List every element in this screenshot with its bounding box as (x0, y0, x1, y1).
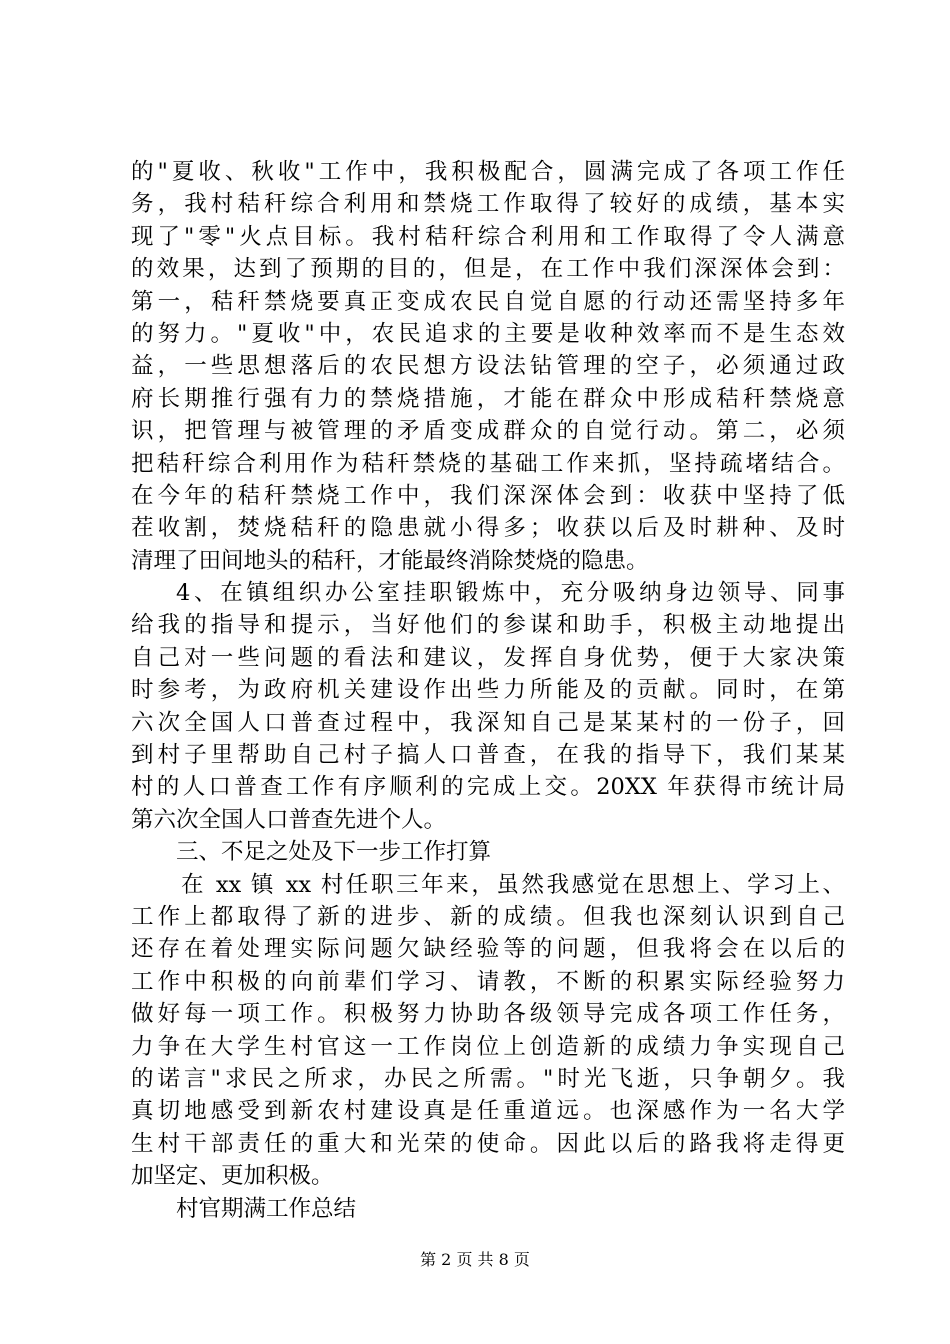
text-line: 4、在镇组织办公室挂职锻炼中，充分吸纳身边领导、同事 (176, 580, 845, 607)
text-line: 茬收割，焚烧秸秆的隐患就小得多；收获以后及时耕种、及时 (131, 515, 845, 542)
text-line: 把秸秆综合利用作为秸秆禁烧的基础工作来抓，坚持疏堵结合。 (131, 450, 845, 477)
text-line: 的效果，达到了预期的目的，但是，在工作中我们深深体会到： (131, 256, 845, 283)
text-line: 的努力。"夏收"中，农民追求的主要是收种效率而不是生态效 (131, 320, 845, 347)
text-line: 的"夏收、秋收"工作中，我积极配合，圆满完成了各项工作任 (131, 159, 845, 185)
text-line: 真切地感受到新农村建设真是任重道远。也深感作为一名大学 (131, 1098, 845, 1125)
text-line: 加坚定、更加积极。 (131, 1163, 334, 1190)
text-line: 工作中积极的向前辈们学习、请教，不断的积累实际经验努力 (131, 968, 845, 995)
document-body (131, 156, 845, 1225)
text-line: 给我的指导和提示，当好他们的参谋和助手，积极主动地提出 (131, 612, 845, 639)
text-line: 村官期满工作总结 (176, 1195, 357, 1222)
text-line: 做好每一项工作。积极努力协助各级领导完成各项工作任务， (131, 1001, 845, 1028)
text-line: 在今年的秸秆禁烧工作中，我们深深体会到：收获中坚持了低 (131, 482, 845, 509)
text-line: 府长期推行强有力的禁烧措施，才能在群众中形成秸秆禁烧意 (131, 385, 845, 412)
text-line: 到村子里帮助自己村子搞人口普查，在我的指导下，我们某某 (131, 742, 845, 769)
text-line: 在 xx 镇 xx 村任职三年来，虽然我感觉在思想上、学习上、 (181, 871, 845, 898)
text-line: 时参考，为政府机关建设作出些力所能及的贡献。同时，在第 (131, 677, 845, 704)
text-line: 识，把管理与被管理的矛盾变成群众的自觉行动。第二，必须 (131, 418, 845, 445)
text-line: 力争在大学生村官这一工作岗位上创造新的成绩力争实现自己 (131, 1033, 845, 1060)
text-line: 还存在着处理实际问题欠缺经验等的问题，但我将会在以后的 (131, 936, 845, 963)
text-line: 益，一些思想落后的农民想方设法钻管理的空子，必须通过政 (131, 353, 845, 380)
text-line: 第六次全国人口普查先进个人。 (131, 806, 447, 833)
text-line: 务，我村秸秆综合利用和禁烧工作取得了较好的成绩，基本实 (131, 191, 845, 218)
text-line: 现了"零"火点目标。我村秸秆综合利用和工作取得了令人满意 (131, 223, 845, 250)
text-line: 工作上都取得了新的进步、新的成绩。但我也深刻认识到自己 (131, 903, 845, 930)
text-line: 六次全国人口普查过程中，我深知自己是某某村的一份子，回 (131, 709, 845, 736)
text-line: 的诺言"求民之所求，办民之所需。"时光飞逝，只争朝夕。我 (131, 1065, 845, 1092)
text-line: 自己对一些问题的看法和建议，发挥自身优势，便于大家决策 (131, 644, 845, 671)
text-line: 生村干部责任的重大和光荣的使命。因此以后的路我将走得更 (131, 1130, 845, 1157)
text-line: 三、不足之处及下一步工作打算 (176, 839, 492, 866)
text-line: 清理了田间地头的秸秆，才能最终消除焚烧的隐患。 (131, 547, 649, 574)
text-line: 村的人口普查工作有序顺利的完成上交。20XX 年获得市统计局 (131, 774, 845, 801)
text-line: 第一，秸秆禁烧要真正变成农民自觉自愿的行动还需坚持多年 (131, 288, 845, 315)
page-footer: 第 2 页 共 8 页 (420, 1250, 530, 1269)
